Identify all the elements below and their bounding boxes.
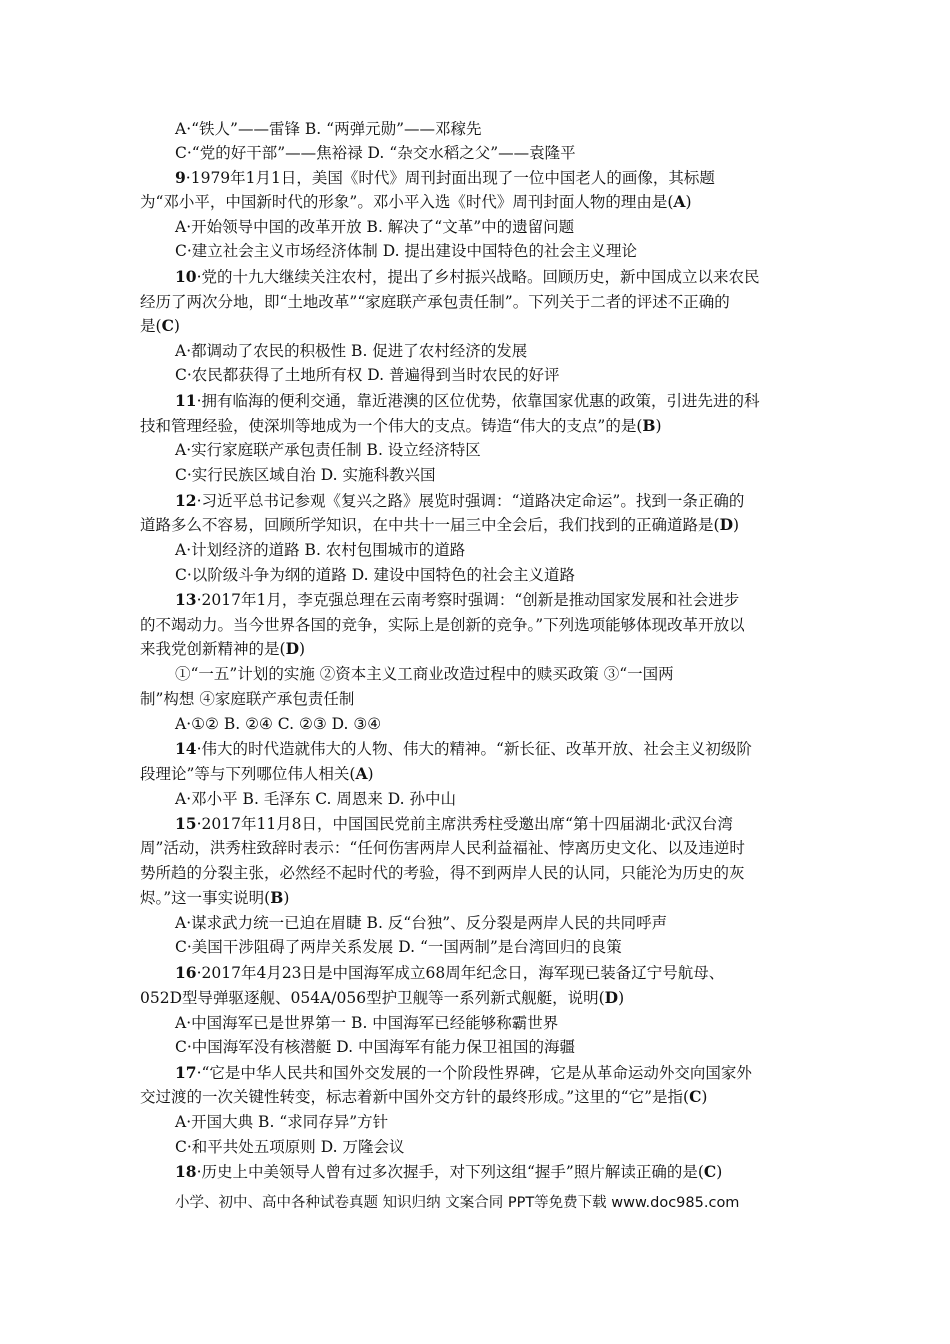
option-line: A·都调动了农民的积极性 B. 促进了农村经济的发展 (175, 342, 528, 360)
option-line: C·农民都获得了土地所有权 D. 普遍得到当时农民的好评 (175, 366, 560, 384)
option-line: A·①② B. ②④ C. ②③ D. ③④ (175, 715, 382, 733)
question-12: 12·习近平总书记参观《复兴之路》展览时强调：“道路决定命运”。找到一条正确的 (175, 491, 745, 510)
answer-17: C (689, 1087, 702, 1106)
question-14: 14·伟大的时代造就伟大的人物、伟大的精神。“新长征、改革开放、社会主义初级阶 (175, 739, 752, 758)
option-line: A·邓小平 B. 毛泽东 C. 周恩来 D. 孙中山 (175, 790, 457, 808)
question-18: 18·历史上中美领导人曾有过多次握手，对下列这组“握手”照片解读正确的是(C) (175, 1162, 723, 1181)
question-line: 052D型导弹驱逐舰、054A/056型护卫舰等一系列新式舰艇，说明(D) (140, 988, 625, 1007)
option-line: C·美国干涉阻碍了两岸关系发展 D. “一国两制”是台湾回归的良策 (175, 938, 622, 956)
answer-9: A (673, 192, 686, 211)
footer-text: 小学、初中、高中各种试卷真题 知识归纳 文案合同 PPT等免费下载 www.doc985.com (175, 1195, 740, 1211)
question-line: 周”活动，洪秀柱致辞时表示：“任何伤害两岸人民利益福祉、悖离历史文化、以及违逆时 (140, 839, 745, 857)
option-line: C·实行民族区域自治 D. 实施科教兴国 (175, 466, 436, 484)
answer-11: B (642, 416, 656, 435)
option-line: A·中国海军已是世界第一 B. 中国海军已经能够称霸世界 (175, 1014, 559, 1032)
question-10: 10·党的十九大继续关注农村，提出了乡村振兴战略。回顾历史，新中国成立以来农民 (175, 267, 760, 286)
answer-16: D (604, 988, 619, 1007)
option-line: C·建立社会主义市场经济体制 D. 提出建设中国特色的社会主义理论 (175, 242, 637, 260)
answer-13: D (285, 639, 300, 658)
question-16: 16·2017年4月23日是中国海军成立68周年纪念日，海军现已装备辽宁号航母、 (175, 963, 725, 982)
question-line: 烬。”这一事实说明(B) (140, 888, 290, 907)
option-line: C·以阶级斗争为纲的道路 D. 建设中国特色的社会主义道路 (175, 566, 575, 584)
question-line: 势所趋的分裂主张，必然经不起时代的考验，得不到两岸人民的认同，只能沦为历史的灰 (140, 864, 745, 882)
option-line: A·计划经济的道路 B. 农村包围城市的道路 (175, 541, 466, 559)
question-line: 交过渡的一次关键性转变，标志着新中国外交方针的最终形成。”这里的“它”是指(C) (140, 1087, 708, 1106)
answer-10: C (161, 316, 174, 335)
question-line: 段理论”等与下列哪位伟人相关(A) (140, 764, 374, 783)
question-9: 9·1979年1月1日，美国《时代》周刊封面出现了一位中国老人的画像，其标题 (175, 168, 715, 187)
question-line: 来我党创新精神的是(D) (140, 639, 306, 658)
answer-14: A (355, 764, 368, 783)
option-line: A·实行家庭联产承包责任制 B. 设立经济特区 (175, 441, 481, 459)
answer-15: B (270, 888, 284, 907)
option-line: A·谋求武力统一已迫在眉睫 B. 反“台独”、反分裂是两岸人民的共同呼声 (175, 914, 668, 932)
question-line: 技和管理经验，使深圳等地成为一个伟大的支点。铸造“伟大的支点”的是(B) (140, 416, 662, 435)
question-line: 道路多么不容易，回顾所学知识，在中共十一届三中全会后，我们找到的正确道路是(D) (140, 515, 740, 534)
question-11: 11·拥有临海的便利交通，靠近港澳的区位优势，依靠国家优惠的政策，引进先进的科 (175, 391, 760, 410)
option-line: C·中国海军没有核潜艇 D. 中国海军有能力保卫祖国的海疆 (175, 1038, 575, 1056)
answer-12: D (719, 515, 734, 534)
question-17: 17·“它是中华人民共和国外交发展的一个阶段性界碑，它是从革命运动外交向国家外 (175, 1063, 752, 1082)
option-line: A·开国大典 B. “求同存异”方针 (175, 1113, 389, 1131)
statement-line: ①“一五”计划的实施 ②资本主义工商业改造过程中的赎买政策 ③“一国两 (175, 665, 674, 683)
option-line: C·“党的好干部”——焦裕禄 D. “杂交水稻之父”——袁隆平 (175, 144, 576, 162)
answer-18: C (703, 1162, 717, 1181)
question-line: 经历了两次分地，即“土地改革”“家庭联产承包责任制”。下列关于二者的评述不正确的 (140, 293, 730, 311)
question-15: 15·2017年11月8日，中国国民党前主席洪秀柱受邀出席“第十四届湖北·武汉台湾 (175, 814, 733, 833)
question-line: 为“邓小平，中国新时代的形象”。邓小平入选《时代》周刊封面人物的理由是(A) (140, 192, 692, 211)
option-line: A·“铁人”——雷锋 B. “两弹元勋”——邓稼先 (175, 120, 482, 138)
option-line: A·开始领导中国的改革开放 B. 解决了“文革”中的遗留问题 (175, 218, 575, 236)
option-line: C·和平共处五项原则 D. 万隆会议 (175, 1138, 405, 1156)
statement-line: 制”构想 ④家庭联产承包责任制 (140, 690, 355, 708)
question-13: 13·2017年1月，李克强总理在云南考察时强调：“创新是推动国家发展和社会进步 (175, 590, 740, 609)
question-line: 的不竭动力。当今世界各国的竞争，实际上是创新的竞争。”下列选项能够体现改革开放以 (140, 616, 745, 634)
question-line: 是(C) (140, 316, 180, 335)
